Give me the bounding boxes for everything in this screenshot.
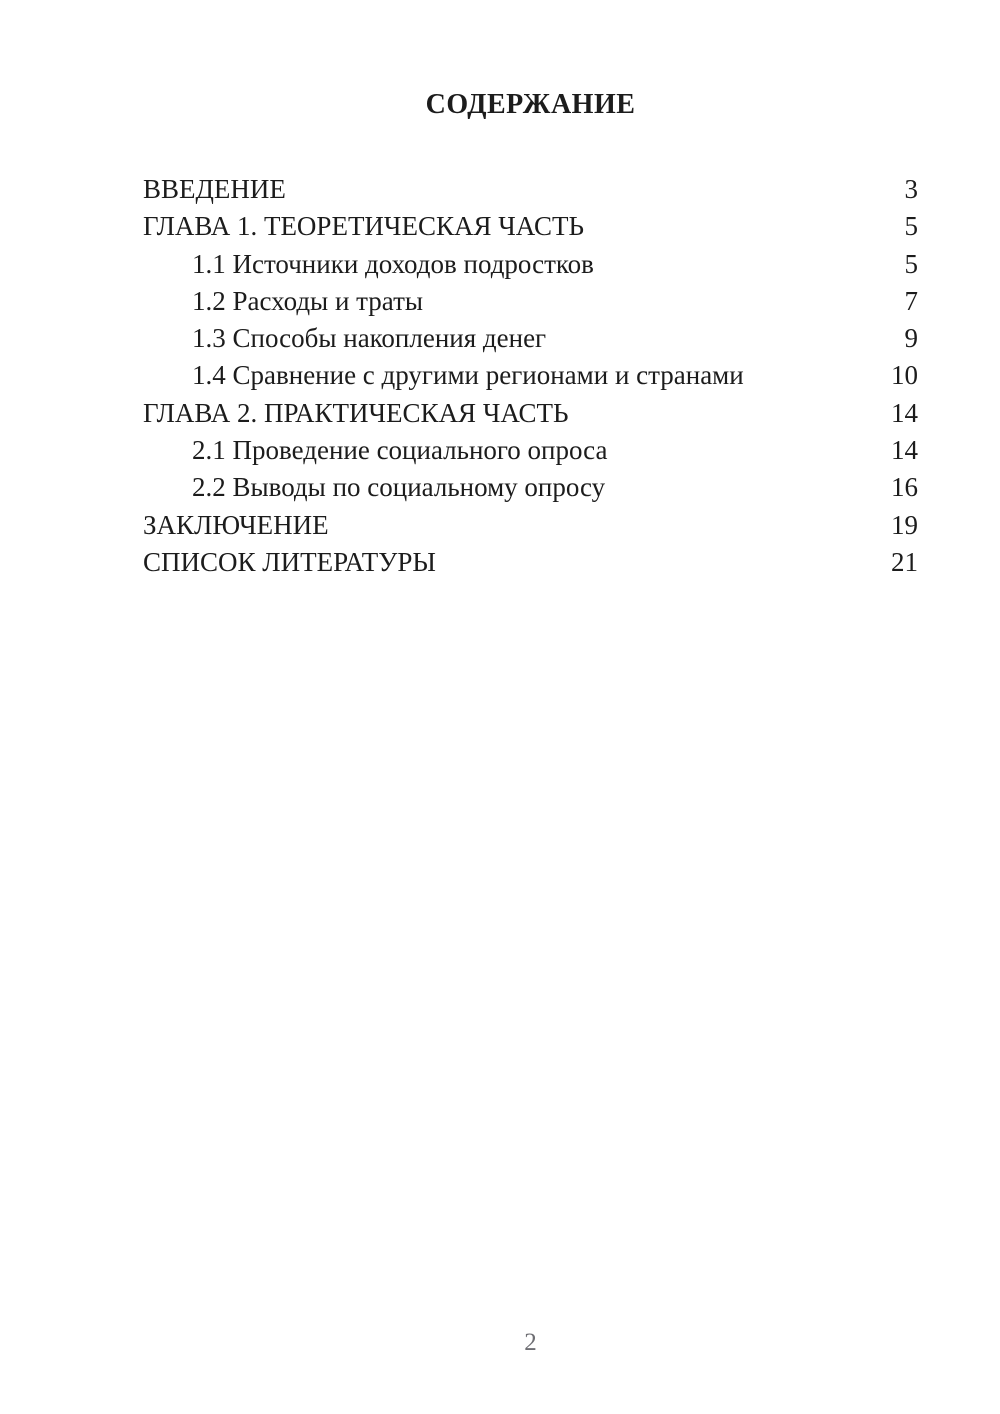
toc-page-number: 7: [904, 285, 918, 316]
toc-item-label: 2.2 Выводы по социальному опросу: [192, 472, 606, 503]
toc-page-number: 21: [891, 546, 918, 577]
toc-item-label: ГЛАВА 1. ТЕОРЕТИЧЕСКАЯ ЧАСТЬ: [143, 211, 584, 242]
toc-row: [143, 469, 918, 506]
page-content: [143, 0, 918, 581]
toc-page-number: 10: [891, 360, 918, 391]
toc-row: [143, 357, 918, 394]
toc-page-number: 5: [904, 211, 918, 242]
toc-row: [143, 208, 918, 245]
toc-item-label: 1.2 Расходы и траты: [192, 285, 424, 316]
toc-page-number: 9: [904, 323, 918, 354]
toc-page-number: 14: [891, 435, 918, 466]
toc-page-number: 19: [891, 509, 918, 540]
table-of-contents: [143, 171, 918, 581]
toc-item-label: ЗАКЛЮЧЕНИЕ: [143, 509, 329, 540]
toc-row: [143, 320, 918, 357]
toc-page-number: 16: [891, 472, 918, 503]
toc-page-number: 5: [904, 248, 918, 279]
toc-row: [143, 395, 918, 432]
toc-page-number: 3: [904, 174, 918, 204]
toc-row: [143, 432, 918, 469]
toc-row: [143, 507, 918, 544]
toc-row: [143, 544, 918, 581]
toc-item-label: ВВЕДЕНИЕ: [143, 174, 286, 204]
toc-row: [143, 246, 918, 283]
toc-item-label: 2.1 Проведение социального опроса: [192, 435, 608, 466]
toc-row: [143, 283, 918, 320]
toc-page-number: 14: [891, 397, 918, 428]
footer-page-number: 2: [524, 1329, 537, 1356]
page-title: СОДЕРЖАНИЕ: [425, 89, 636, 120]
toc-item-label: 1.4 Сравнение с другими регионами и странами: [192, 360, 744, 391]
toc-item-label: ГЛАВА 2. ПРАКТИЧЕСКАЯ ЧАСТЬ: [143, 397, 569, 428]
toc-row: [143, 171, 918, 208]
toc-item-label: 1.1 Источники доходов подростков: [192, 248, 594, 279]
toc-item-label: СПИСОК ЛИТЕРАТУРЫ: [143, 546, 436, 577]
toc-item-label: 1.3 Способы накопления денег: [192, 323, 547, 354]
